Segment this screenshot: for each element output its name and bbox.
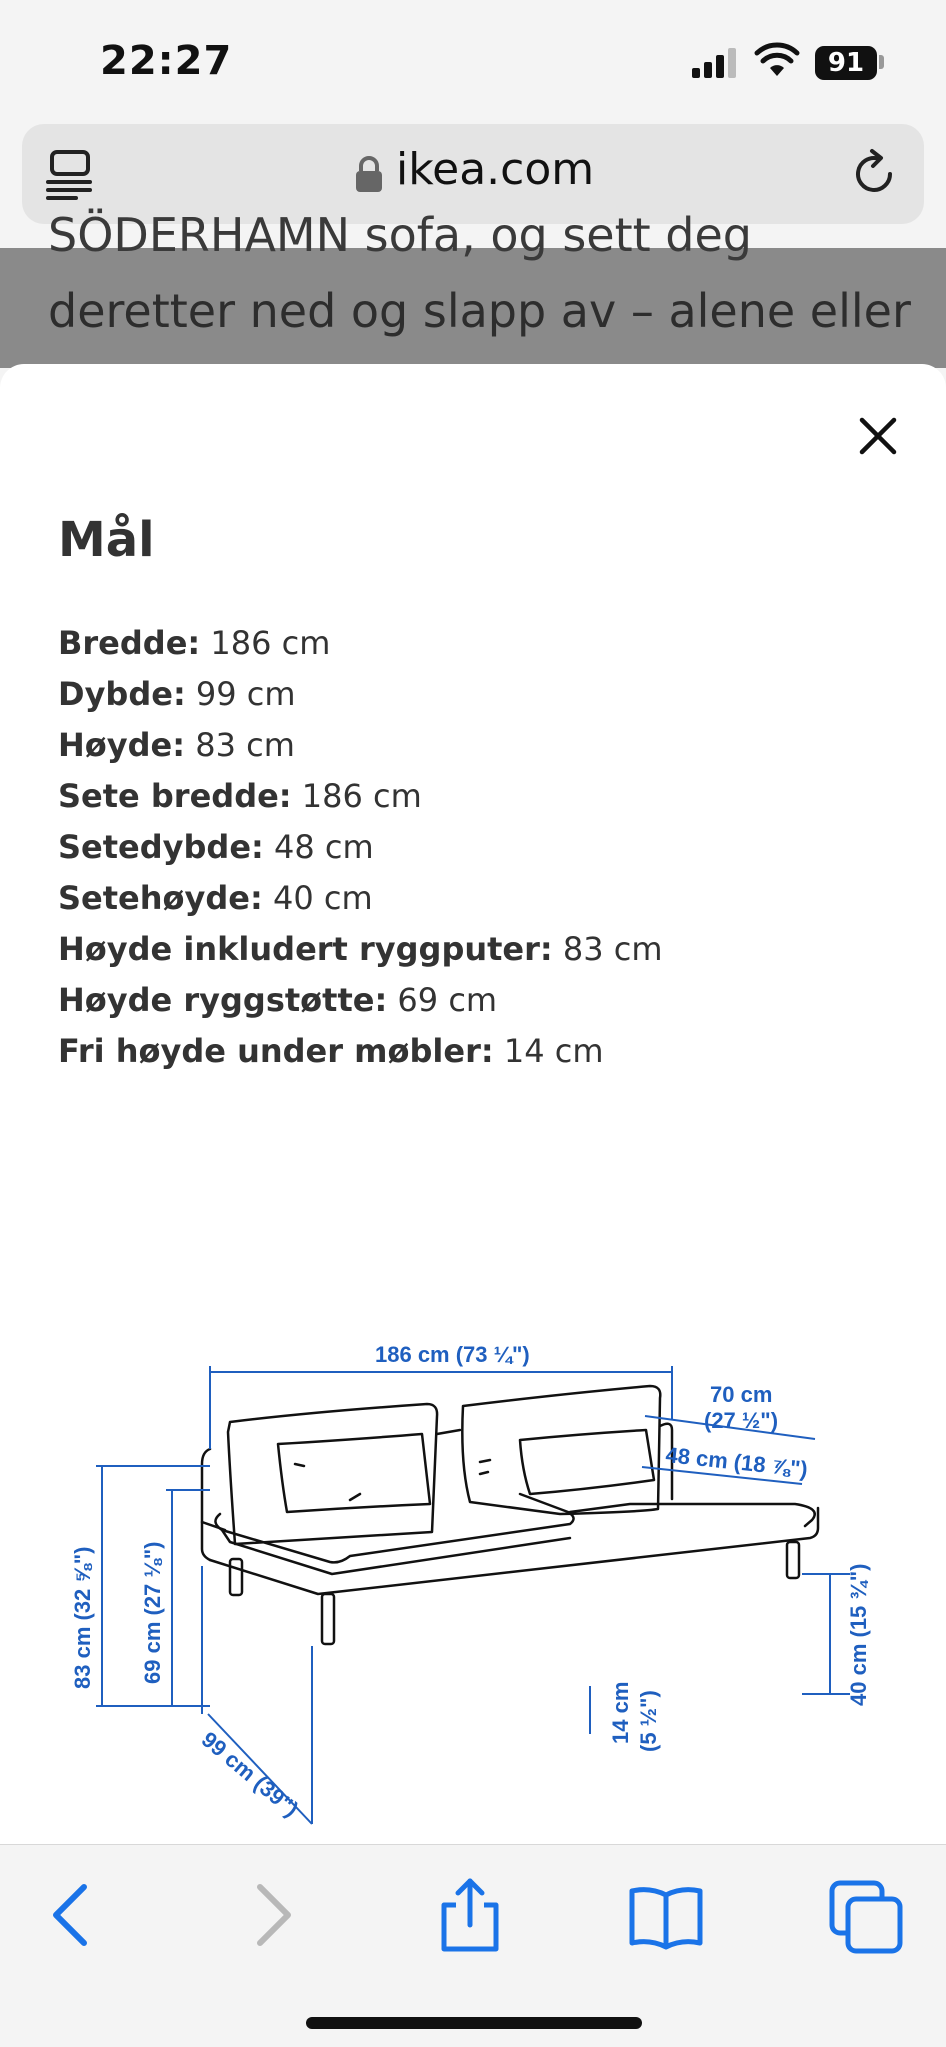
background-page	[0, 208, 946, 368]
dimension-value: 99 cm	[195, 675, 296, 713]
dimension-label: Dybde:	[58, 675, 186, 713]
reload-icon[interactable]	[848, 148, 900, 200]
dimension-label: Fri høyde under møbler:	[58, 1032, 494, 1070]
dimension-label: Høyde inkludert ryggputer:	[58, 930, 553, 968]
dimension-label: Sete bredde:	[58, 777, 292, 815]
dimensions-modal	[0, 364, 946, 1844]
dimension-row	[58, 924, 663, 975]
back-depth-inch-label: (27 ½")	[704, 1408, 779, 1433]
background-text-line: SÖDERHAMN sofa, og sett deg	[48, 208, 752, 262]
dimensions-list	[58, 618, 663, 1077]
dimension-value: 83 cm	[195, 726, 295, 764]
home-indicator	[306, 2017, 642, 2029]
reader-mode-icon[interactable]	[46, 148, 96, 200]
dimension-label: Høyde ryggstøtte:	[58, 981, 388, 1019]
dimension-text	[70, 1342, 871, 1822]
url-text[interactable]: ikea.com	[396, 144, 595, 195]
dimension-label: Høyde:	[58, 726, 186, 764]
width-label: 186 cm (73 ¼")	[375, 1342, 530, 1367]
seat-depth-label: 48 cm (18 ⅞")	[664, 1442, 809, 1482]
dimension-row	[58, 975, 663, 1026]
height-label: 83 cm (32 ⅝")	[70, 1546, 95, 1689]
sofa-dimension-diagram	[60, 1294, 900, 1822]
dimension-value: 186 cm	[210, 624, 331, 662]
dimension-value: 186 cm	[301, 777, 422, 815]
dimension-row	[58, 1026, 663, 1077]
dimension-row	[58, 618, 663, 669]
seat-height-label: 40 cm (15 ¾")	[846, 1563, 871, 1706]
dimension-row	[58, 720, 663, 771]
dimension-value: 40 cm	[272, 879, 373, 917]
tabs-icon[interactable]	[826, 1875, 906, 1955]
cellular-signal-icon	[690, 48, 740, 78]
share-icon[interactable]	[430, 1875, 510, 1955]
battery-nub	[879, 55, 884, 69]
forward-arrow-icon[interactable]	[232, 1875, 312, 1955]
clearance-label: 14 cm	[608, 1681, 633, 1744]
dimension-row	[58, 669, 663, 720]
dimension-row	[58, 771, 663, 822]
back-depth-label: 70 cm	[710, 1382, 773, 1407]
dimension-row	[58, 873, 663, 924]
back-height-label: 69 cm (27 ⅛")	[140, 1541, 165, 1684]
lock-icon	[355, 155, 383, 193]
dimension-label: Setehøyde:	[58, 879, 263, 917]
browser-toolbar	[0, 1844, 946, 2047]
dimension-label: Bredde:	[58, 624, 201, 662]
clearance-inch-label: (5 ½")	[636, 1690, 661, 1752]
dimension-value: 83 cm	[562, 930, 663, 968]
status-time: 22:27	[100, 38, 233, 84]
dimension-label: Setedybde:	[58, 828, 264, 866]
battery-indicator: 91	[815, 46, 877, 80]
close-icon[interactable]	[852, 410, 904, 462]
modal-title: Mål	[58, 512, 155, 568]
dimension-row	[58, 822, 663, 873]
dimension-value: 14 cm	[503, 1032, 604, 1070]
back-arrow-icon[interactable]	[32, 1875, 112, 1955]
status-bar	[0, 0, 946, 120]
dimension-value: 69 cm	[397, 981, 498, 1019]
background-text-line: deretter ned og slapp av – alene eller	[48, 284, 911, 338]
bookmarks-icon[interactable]	[626, 1875, 706, 1955]
wifi-icon	[755, 44, 799, 78]
dimension-value: 48 cm	[274, 828, 374, 866]
depth-label: 99 cm (39")	[196, 1726, 304, 1822]
